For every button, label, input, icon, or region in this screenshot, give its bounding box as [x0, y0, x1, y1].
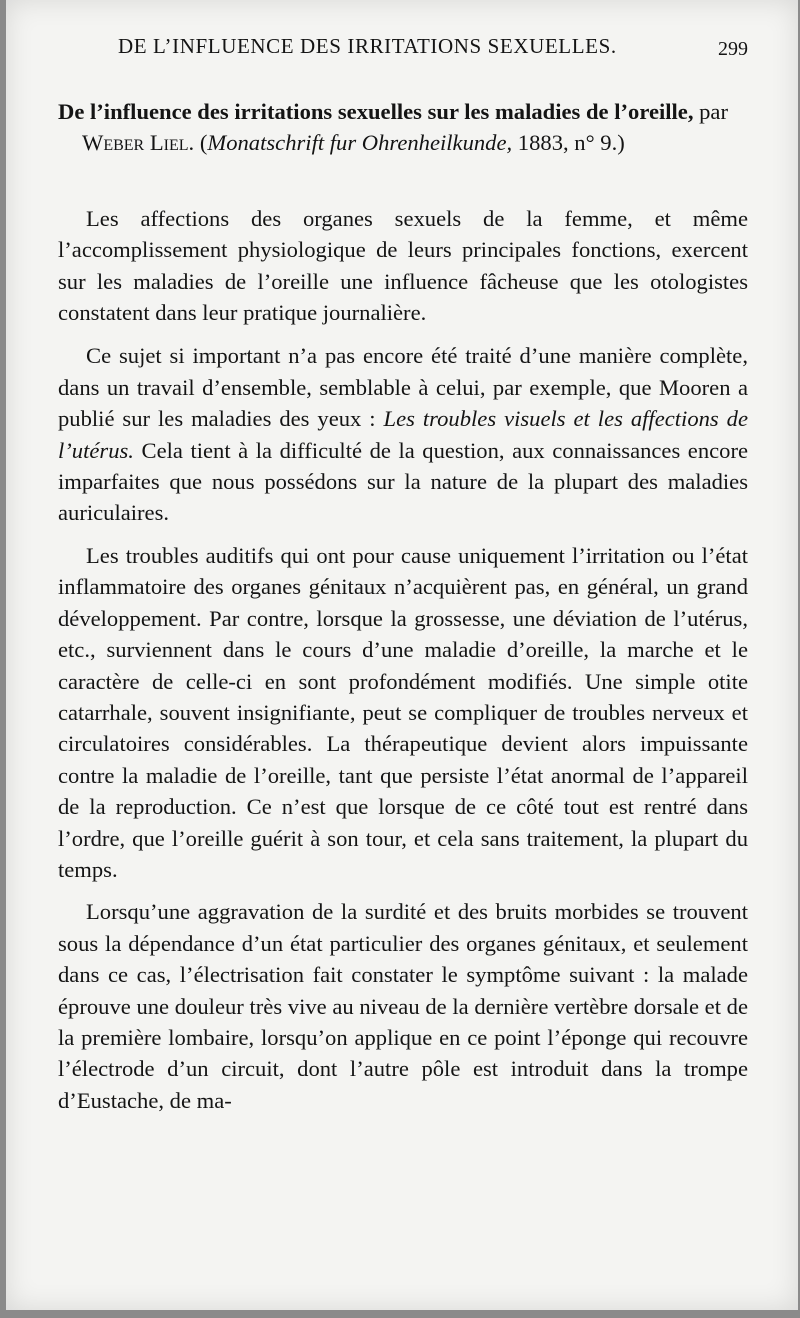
- paragraph-2-italic-title: Les troubles visuels et les affections de l’utérus.: [58, 406, 748, 463]
- paragraph-2-text-a: Ce sujet si important n’a pas encore été traité d’une manière complète, dans un travail d’ensemble, semblable à celui, par exemple, que Mooren a publié sur les maladies des yeux :: [58, 343, 748, 432]
- article-title: [58, 96, 748, 159]
- page-number: 299: [718, 38, 748, 60]
- citation-rest: 1883, n° 9.): [512, 130, 625, 156]
- paragraph-2-text-b: Cela tient à la difficulté de la question, aux connaissances encore imparfaites que nous possédons sur la nature de la plupart des maladies auriculaires.: [58, 437, 748, 526]
- page-header: [118, 34, 748, 66]
- paragraph-1: Les affections des organes sexuels de la femme, et même l’accomplissement physiologique de leurs principales fonctions, exercent sur les maladies de l’oreille une influence fâcheuse que les otologistes constatent dans leur pratique journalière.: [58, 205, 748, 326]
- article-author: Weber Liel.: [82, 130, 195, 156]
- title-spacer: [58, 159, 748, 203]
- running-title: DE L’INFLUENCE DES IRRITATIONS SEXUELLES.: [118, 34, 617, 58]
- paragraph-2: [58, 340, 748, 528]
- article-title-bold: De l’influence des irritations sexuelles sur les maladies de l’oreille,: [58, 99, 694, 124]
- paragraph-3: Les troubles auditifs qui ont pour cause uniquement l’irritation ou l’état inflammatoire des organes génitaux n’acquièrent pas, en général, un grand développement. Par contre, lorsque la grossesse, une déviation de l’utérus, etc., surviennent dans le cours d’une maladie d’oreille, la marche et le caractère de celle-ci en sont profondément modifiés. Une simple otite catarrhale, souvent insignifiante, peut se compliquer de troubles nerveux et circulatoires considérables. La thérapeutique devient alors impuissante contre la maladie de l’oreille, tant que persiste l’état anormal de l’appareil de la reproduction. Ce n’est que lorsque de ce côté tout est rentré dans l’ordre, que l’oreille guérit à son tour, et cela sans traitement, la plupart du temps.: [58, 542, 748, 882]
- book-page: [6, 0, 798, 1310]
- page-body: [58, 96, 748, 1127]
- article-by: par: [693, 99, 728, 124]
- journal-name: Monatschrift fur Ohrenheilkunde,: [207, 130, 513, 156]
- paragraph-4: Lorsqu’une aggravation de la surdité et des bruits morbides se trouvent sous la dépendance d’un état particulier des organes génitaux, et seulement dans ce cas, l’électrisation fait constater le symptôme suivant : la malade éprouve une douleur très vive au niveau de la dernière vertèbre dorsale et de la première lombaire, lorsqu’on applique en ce point l’éponge qui recouvre l’électrode d’un circuit, dont l’autre pôle est introduit dans la trompe d’Eustache, de ma-: [58, 899, 748, 1113]
- article-open-paren: (: [194, 130, 208, 156]
